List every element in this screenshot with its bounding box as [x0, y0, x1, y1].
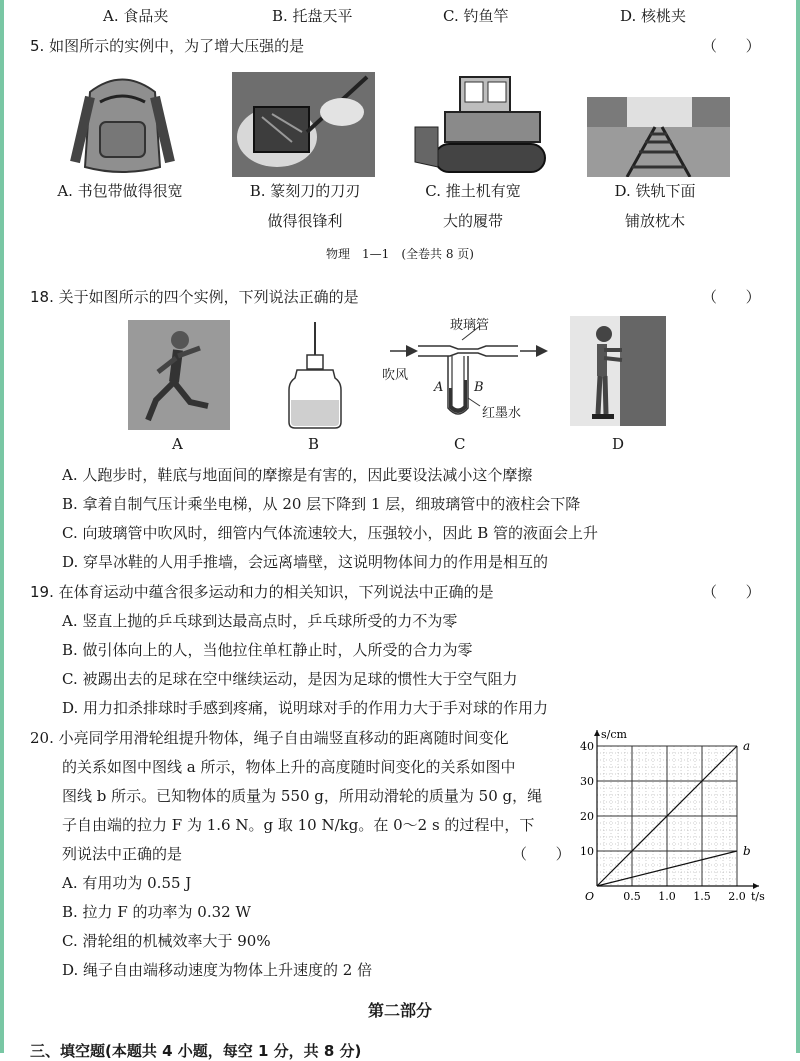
q20-stem-line2: 的关系如图中图线 a 所示，物体上升的高度随时间变化的关系如图中 — [62, 758, 516, 776]
q20-option-d: D. 绳子自由端移动速度为物体上升速度的 2 倍 — [62, 961, 373, 979]
barometer-bottle-image — [285, 320, 345, 430]
y-axis-arrow — [594, 730, 600, 736]
q18-option-c: C. 向玻璃管中吹风时，细管内气体流速较大，压强较小，因此 B 管的液面会上升 — [62, 524, 599, 542]
q18-figure-c-label: C — [454, 435, 466, 453]
railway-track-image — [587, 97, 730, 177]
q20-option-a: A. 有用功为 0.55 J — [62, 874, 192, 892]
page-footer: 物理 1—1 (全卷共 8 页) — [326, 247, 474, 261]
x-axis-arrow — [753, 883, 759, 889]
x-tick-label: 2.0 — [728, 890, 746, 903]
q20-stem-line5: 列说法中正确的是 — [62, 845, 183, 863]
y-tick-label: 20 — [580, 810, 594, 823]
y-tick-label: 40 — [580, 740, 594, 753]
skater-wall-image — [570, 316, 666, 426]
q20-answer-paren: （ ） — [512, 845, 571, 863]
q5-caption-b-line1: B. 篆刻刀的刀刃 — [249, 182, 361, 200]
distance-time-chart — [575, 728, 775, 904]
q5-caption-b-line2: 做得很锋利 — [267, 212, 343, 230]
q20-stem-line1: 20. 小亮同学用滑轮组提升物体，绳子自由端竖直移动的距离随时间变化 — [30, 729, 509, 747]
runner-image — [128, 320, 230, 430]
q5-caption-c-line1: C. 推土机有宽 — [425, 182, 521, 200]
red-ink-label: 红墨水 — [482, 406, 522, 421]
q18-figure-b-label: B — [308, 435, 320, 453]
x-tick-label: 1.0 — [658, 890, 676, 903]
q19-answer-paren: （ ） — [702, 583, 761, 601]
q5-caption-d-line1: D. 铁轨下面 — [614, 182, 696, 200]
q4-option-d: D. 核桃夹 — [620, 7, 687, 25]
section-three-heading: 三、填空题(本题共 4 小题，每空 1 分，共 8 分) — [30, 1042, 362, 1060]
seal-carving-image — [232, 72, 375, 177]
q20-option-c: C. 滑轮组的机械效率大于 90% — [62, 932, 271, 950]
q18-figure-a-label: A — [172, 435, 183, 453]
q18-option-d: D. 穿旱冰鞋的人用手推墙，会远离墙壁，这说明物体间力的作用是相互的 — [62, 553, 549, 571]
x-axis-label: t/s — [751, 890, 765, 903]
glass-tube-label: 玻璃管 — [450, 318, 490, 333]
x-tick-label: 0.5 — [623, 890, 641, 903]
q5-answer-paren: （ ） — [702, 37, 761, 55]
bulldozer-image — [410, 72, 550, 177]
q18-figure-d-label: D — [612, 435, 625, 453]
q19-option-c: C. 被踢出去的足球在空中继续运动，是因为足球的惯性大于空气阻力 — [62, 670, 518, 688]
q20-option-b: B. 拉力 F 的功率为 0.32 W — [62, 903, 251, 921]
q5-stem: 5. 如图所示的实例中，为了增大压强的是 — [30, 37, 305, 55]
tube-a-label: A — [434, 380, 444, 395]
series-label-b: b — [743, 844, 751, 858]
q4-option-a: A. 食品夹 — [103, 7, 169, 25]
q19-option-d: D. 用力扣杀排球时手感到疼痛，说明球对手的作用力大于手对球的作用力 — [62, 699, 549, 717]
series-label-a: a — [743, 739, 751, 753]
q18-option-b: B. 拿着自制气压计乘坐电梯，从 20 层下降到 1 层，细玻璃管中的液柱会下降 — [62, 495, 581, 513]
y-tick-label: 30 — [580, 775, 594, 788]
y-tick-label: 10 — [580, 845, 594, 858]
tube-b-label: B — [474, 380, 484, 395]
part-two-heading: 第二部分 — [367, 1001, 432, 1020]
origin-label: O — [585, 890, 595, 903]
q18-option-a: A. 人跑步时，鞋底与地面间的摩擦是有害的，因此要设法减小这个摩擦 — [62, 466, 533, 484]
q19-stem: 19. 在体育运动中蕴含很多运动和力的相关知识，下列说法中正确的是 — [30, 583, 494, 601]
q4-option-b: B. 托盘天平 — [272, 7, 353, 25]
q5-caption-a-line1: A. 书包带做得很宽 — [57, 182, 183, 200]
x-tick-label: 1.5 — [693, 890, 711, 903]
y-axis-label: s/cm — [601, 728, 627, 741]
q20-stem-line3: 图线 b 所示。已知物体的质量为 550 g，所用动滑轮的质量为 50 g，绳 — [62, 787, 543, 805]
q19-option-a: A. 竖直上抛的乒乓球到达最高点时，乒乓球所受的力不为零 — [62, 612, 458, 630]
q18-answer-paren: （ ） — [702, 288, 761, 306]
q20-stem-line4: 子自由端的拉力 F 为 1.6 N。g 取 10 N/kg。在 0～2 s 的过程中，下 — [62, 816, 535, 834]
backpack-image — [60, 72, 185, 177]
q18-stem: 18. 关于如图所示的四个实例，下列说法正确的是 — [30, 288, 359, 306]
q5-caption-d-line2: 铺放枕木 — [624, 212, 685, 230]
q5-caption-c-line2: 大的履带 — [442, 212, 503, 230]
q4-option-c: C. 钓鱼竿 — [443, 7, 509, 25]
q19-option-b: B. 做引体向上的人，当他拉住单杠静止时，人所受的合力为零 — [62, 641, 473, 659]
blow-air-label: 吹风 — [382, 368, 409, 383]
